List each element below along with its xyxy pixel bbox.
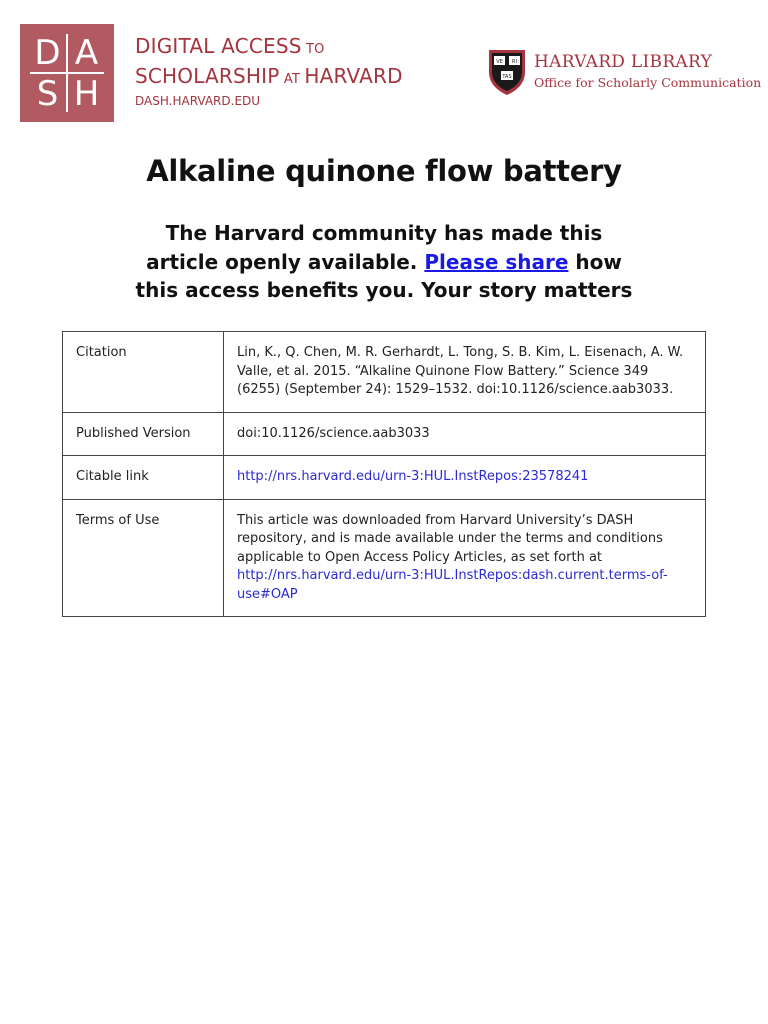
row-label: Terms of Use [63,499,224,617]
dash-title-line2-small: AT [279,72,305,87]
table-row-terms-of-use [63,499,706,617]
shield-letters: VE [496,59,503,65]
harvard-library-subtitle: Office for Scholarly Communication [534,75,762,90]
shield-letters: RI [512,59,517,65]
notice-line-2: article openly available. [146,249,418,274]
notice-line-3: this access benefits you. Your story matters [135,278,633,302]
table-row-published-version [63,412,706,456]
row-label: Published Version [63,412,224,456]
terms-of-use-link[interactable]: http://nrs.harvard.edu/urn-3:HUL.InstRepos:dash.current.terms-of-use#OAP [237,568,668,602]
logo-letter: A [74,32,99,73]
harvard-shield-icon [487,48,527,96]
notice-line-2-end: how [575,249,622,274]
dash-title-line2: SCHOLARSHIP [135,64,280,88]
dash-logo [20,24,114,122]
dash-title-line1: DIGITAL ACCESS [135,34,302,58]
row-label: Citable link [63,456,224,500]
citable-link[interactable]: http://nrs.harvard.edu/urn-3:HUL.InstRepos:23578241 [237,469,589,484]
dash-title-line1-small: TO [301,42,325,57]
notice-line-1: The Harvard community has made this [165,221,603,245]
terms-of-use-text: This article was downloaded from Harvard University’s DASH repository, and is made available under the terms and conditions applicable to Open Access Policy Articles, as set forth at [237,512,663,565]
citation-value: Lin, K., Q. Chen, M. R. Gerhardt, L. Tong, S. B. Kim, L. Eisenach, A. W. Valle, et al. 2015. “Alkaline Quinone Flow Battery.” Science 349 (6255) (September 24): 1529–1532. doi:10.1126/science.aab3033. [224,332,706,413]
harvard-library-name: HARVARD LIBRARY [534,52,713,72]
published-version-value: doi:10.1126/science.aab3033 [224,412,706,456]
please-share-link[interactable]: Please share [424,249,569,274]
open-access-notice [0,219,768,305]
logo-letter: S [36,73,59,114]
row-label: Citation [63,332,224,413]
table-row-citable-link [63,456,706,500]
dash-url: DASH.HARVARD.EDU [135,94,261,108]
document-title: Alkaline quinone flow battery [146,154,622,188]
logo-letter: H [73,73,100,114]
shield-letters: TAS [502,74,512,80]
logo-letter: D [34,32,61,73]
terms-of-use-cell [224,499,706,617]
table-row-citation [63,332,706,413]
dash-wordmark [135,33,403,93]
dash-title-line2-end: HARVARD [304,64,403,88]
citable-link-cell [224,456,706,500]
metadata-table [62,331,706,617]
